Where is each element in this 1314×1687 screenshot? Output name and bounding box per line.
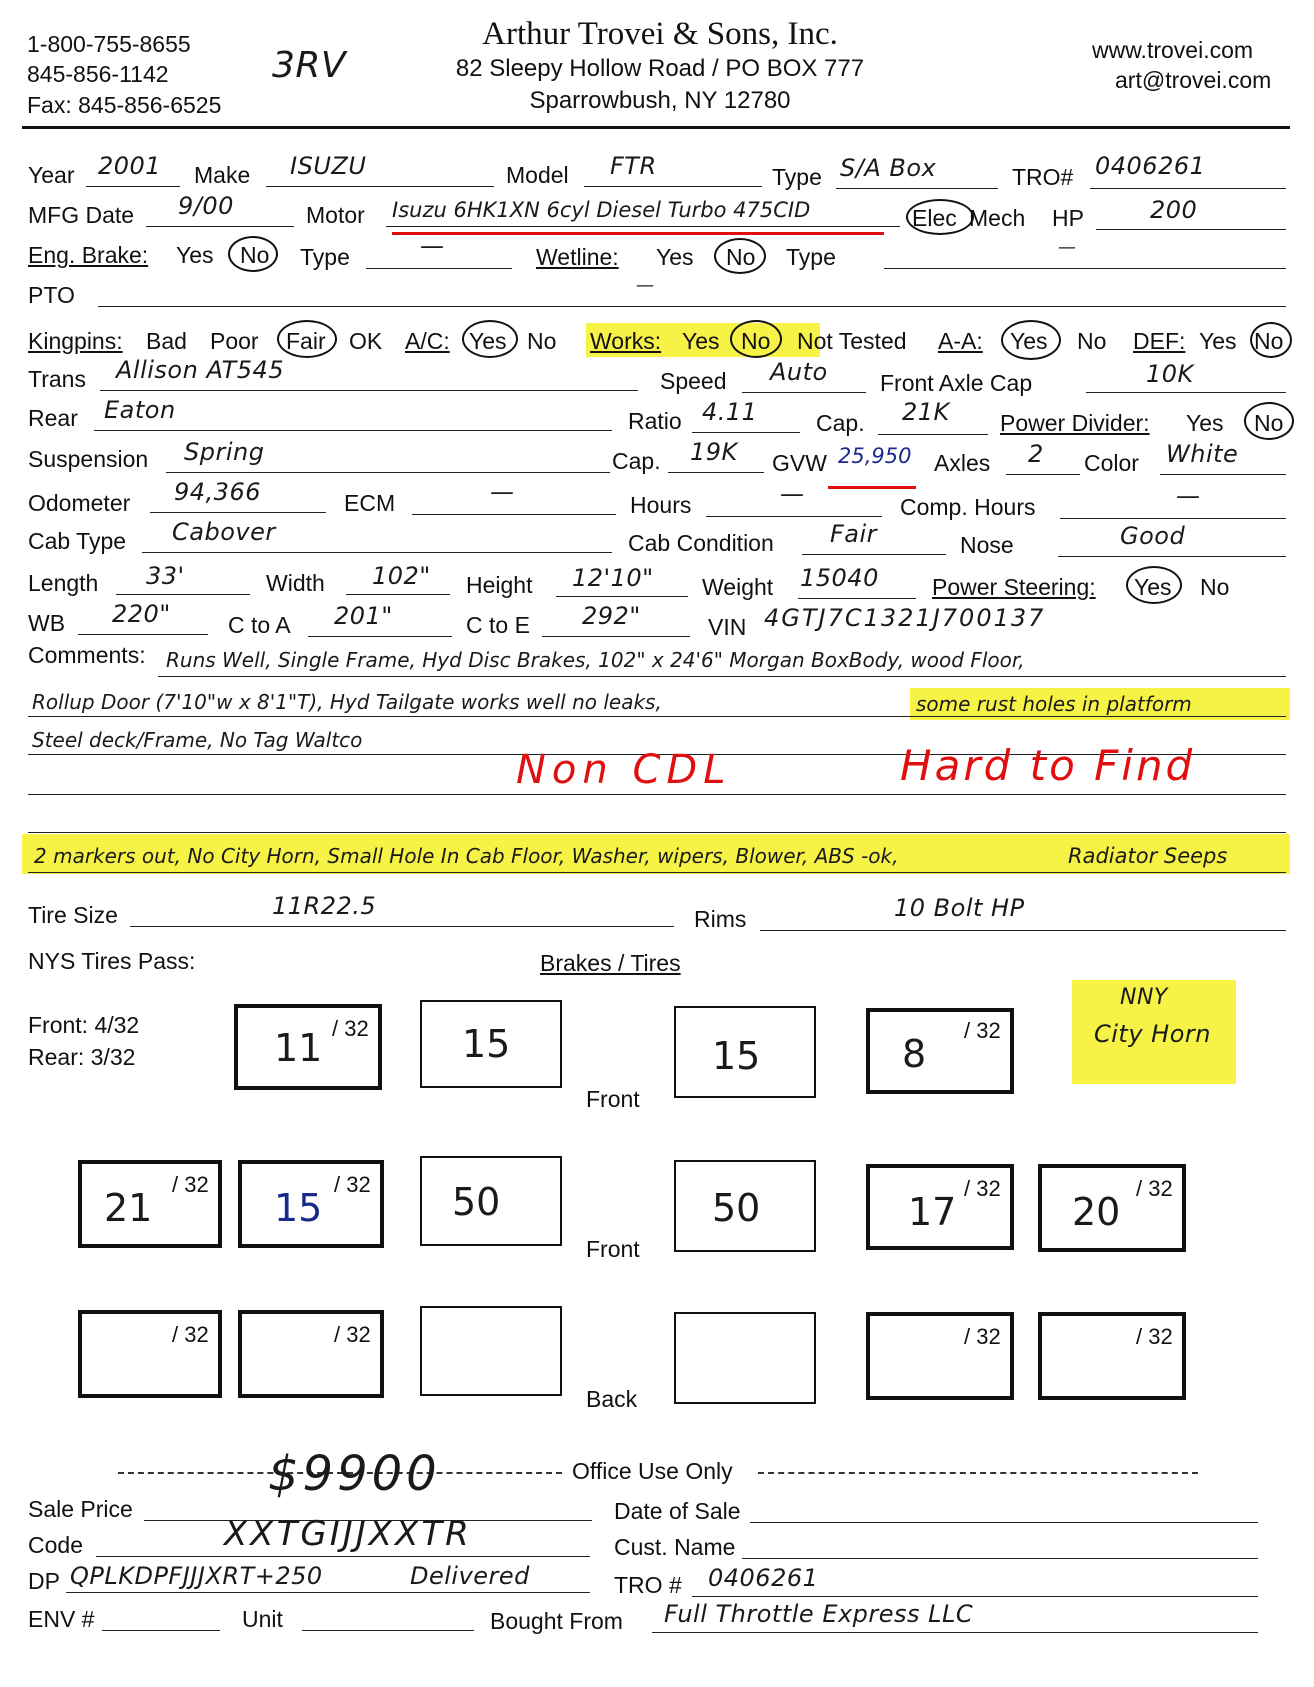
- label-cab-condition: Cab Condition: [628, 530, 774, 556]
- tire-frac-r2-1: / 32: [172, 1172, 209, 1197]
- label-hp: HP: [1052, 205, 1084, 231]
- value-length: 33': [146, 562, 185, 590]
- header-fax: Fax: 845-856-6525: [27, 92, 222, 118]
- ac-no: No: [527, 328, 557, 354]
- label-rear: Rear: [28, 405, 78, 431]
- label-front-r2: Front: [586, 1236, 640, 1262]
- label-c-to-e: C to E: [466, 612, 530, 638]
- value-pto: —: [636, 275, 655, 296]
- label-trans: Trans: [28, 366, 86, 392]
- label-speed: Speed: [660, 368, 727, 394]
- value-ecm: —: [490, 478, 515, 506]
- header-email: art@trovei.com: [1115, 67, 1272, 93]
- label-type: Type: [772, 164, 822, 190]
- motor-red-underline: [392, 232, 884, 235]
- note-nny: NNY: [1120, 985, 1168, 1010]
- header-website: www.trovei.com: [1092, 37, 1254, 63]
- label-comp-hours: Comp. Hours: [900, 494, 1036, 520]
- tire-frac-r3-1: / 32: [172, 1322, 209, 1347]
- value-color: White: [1166, 440, 1239, 468]
- tire-value-r1-1: 11: [274, 1026, 323, 1070]
- value-hours: —: [780, 480, 805, 508]
- label-color: Color: [1084, 450, 1139, 476]
- label-eng-brake-type: Type: [300, 244, 350, 270]
- value-c-to-a: 201": [334, 602, 393, 630]
- value-width: 102": [372, 562, 431, 590]
- label-vin: VIN: [708, 614, 747, 640]
- tire-frac-r3-2: / 32: [334, 1322, 371, 1347]
- value-vin: 4GTJ7C1321J700137: [764, 604, 1046, 632]
- tire-value-r2-3: 50: [452, 1180, 501, 1224]
- value-wetline-type: —: [1058, 237, 1077, 258]
- value-bought-from: Full Throttle Express LLC: [664, 1600, 974, 1628]
- company-address-2: Sparrowbush, NY 12780: [529, 87, 791, 114]
- office-dash-right: [758, 1472, 1198, 1474]
- label-bought-from: Bought From: [490, 1608, 623, 1634]
- value-axles: 2: [1028, 440, 1044, 468]
- def-no: No: [1254, 328, 1284, 354]
- label-tro: TRO#: [1012, 164, 1074, 190]
- label-ratio: Ratio: [628, 408, 682, 434]
- tire-frac-r1-1: / 32: [332, 1016, 369, 1041]
- comment-line-2a: Rollup Door (7'10"w x 8'1"T), Hyd Tailgate works well no leaks,: [32, 690, 662, 714]
- rear-tire-spec: Rear: 3/32: [28, 1044, 136, 1070]
- eng-brake-yes: Yes: [176, 242, 214, 268]
- label-mech: Mech: [969, 205, 1026, 231]
- tire-value-r1-4: 8: [902, 1032, 927, 1076]
- label-length: Length: [28, 570, 99, 596]
- value-dp-note: Delivered: [410, 1562, 530, 1590]
- company-address-1: 82 Sleepy Hollow Road / PO BOX 777: [455, 55, 865, 82]
- label-date-of-sale: Date of Sale: [614, 1498, 741, 1524]
- label-brakes-tires: Brakes / Tires: [540, 950, 681, 976]
- comment-hard-to-find: Hard to Find: [900, 741, 1196, 790]
- value-motor: Isuzu 6HK1XN 6cyl Diesel Turbo 475CID: [392, 198, 811, 222]
- wetline-no: No: [726, 244, 756, 270]
- label-weight: Weight: [702, 574, 774, 600]
- label-tire-size: Tire Size: [28, 902, 118, 928]
- value-type: S/A Box: [840, 154, 937, 182]
- label-model: Model: [506, 162, 569, 188]
- power-divider-no: No: [1254, 410, 1284, 436]
- tire-value-r2-6: 20: [1072, 1190, 1121, 1234]
- value-mfg-date: 9/00: [178, 192, 234, 220]
- header-phone-2: 845-856-1142: [27, 61, 169, 87]
- value-tro-no: 0406261: [708, 1564, 819, 1592]
- tire-box-r3-3: [420, 1306, 562, 1396]
- value-dp: QPLKDPFJJJXRT+250: [70, 1562, 323, 1590]
- works-yes: Yes: [682, 328, 720, 354]
- label-ac: A/C:: [405, 328, 450, 354]
- power-steering-yes: Yes: [1134, 574, 1172, 600]
- ac-yes: Yes: [469, 328, 507, 354]
- label-office-use-only: Office Use Only: [572, 1458, 733, 1484]
- label-eng-brake: Eng. Brake:: [28, 242, 149, 268]
- value-make: ISUZU: [290, 152, 367, 180]
- tire-frac-r3-6: / 32: [1136, 1324, 1173, 1349]
- value-susp-cap: 19K: [690, 438, 738, 466]
- label-aa: A-A:: [938, 328, 983, 354]
- label-front-r1: Front: [586, 1086, 640, 1112]
- comment-line-3: Steel deck/Frame, No Tag Waltco: [32, 728, 363, 752]
- label-axles: Axles: [934, 450, 991, 476]
- value-year: 2001: [98, 152, 162, 180]
- label-def: DEF:: [1133, 328, 1186, 354]
- tire-frac-r3-5: / 32: [964, 1324, 1001, 1349]
- label-susp-cap: Cap.: [612, 448, 661, 474]
- handwritten-code: 3RV: [272, 45, 347, 86]
- kingpins-bad: Bad: [146, 328, 187, 354]
- comment-line-5a: 2 markers out, No City Horn, Small Hole In Cab Floor, Washer, wipers, Blower, ABS -ok,: [34, 844, 899, 868]
- value-height: 12'10": [572, 564, 654, 592]
- tire-box-r3-4: [674, 1312, 816, 1404]
- value-comp-hours: —: [1176, 482, 1201, 510]
- comment-line-1: Runs Well, Single Frame, Hyd Disc Brakes, 102" x 24'6" Morgan BoxBody, wood Floor,: [166, 648, 1025, 672]
- label-pto: PTO: [28, 282, 75, 308]
- label-wetline: Wetline:: [536, 244, 619, 270]
- works-not-tested: Not Tested: [797, 328, 907, 354]
- label-env: ENV #: [28, 1606, 95, 1632]
- comment-line-2b: some rust holes in platform: [916, 692, 1192, 716]
- company-name: Arthur Trovei & Sons, Inc.: [482, 16, 838, 52]
- label-nose: Nose: [960, 532, 1014, 558]
- aa-yes: Yes: [1010, 328, 1048, 354]
- label-cab-type: Cab Type: [28, 528, 127, 554]
- value-hp: 200: [1150, 196, 1198, 224]
- value-eng-brake-type: —: [420, 232, 445, 260]
- value-code: XXTGIJJXXTR: [224, 1514, 472, 1554]
- label-wetline-type: Type: [786, 244, 836, 270]
- header-phone-1: 1-800-755-8655: [27, 31, 191, 57]
- label-rear-cap: Cap.: [816, 410, 865, 436]
- value-gvw: 25,950: [838, 444, 912, 468]
- tire-value-r1-2: 15: [462, 1022, 511, 1066]
- value-nose: Good: [1120, 522, 1186, 550]
- value-suspension: Spring: [184, 438, 265, 466]
- label-rims: Rims: [694, 906, 747, 932]
- value-cab-condition: Fair: [830, 520, 878, 548]
- label-back: Back: [586, 1386, 638, 1412]
- value-rear: Eaton: [104, 396, 176, 424]
- label-unit: Unit: [242, 1606, 283, 1632]
- header-rule: [22, 126, 1290, 129]
- label-c-to-a: C to A: [228, 612, 291, 638]
- label-code: Code: [28, 1532, 83, 1558]
- tire-frac-r2-6: / 32: [1136, 1176, 1173, 1201]
- label-nys-tires-pass: NYS Tires Pass:: [28, 948, 196, 974]
- aa-no: No: [1077, 328, 1107, 354]
- label-mfg-date: MFG Date: [28, 202, 135, 228]
- label-power-divider: Power Divider:: [1000, 410, 1150, 436]
- tire-frac-r1-4: / 32: [964, 1018, 1001, 1043]
- kingpins-fair: Fair: [286, 328, 326, 354]
- label-sale-price: Sale Price: [28, 1496, 133, 1522]
- value-rims: 10 Bolt HP: [894, 894, 1025, 922]
- value-ratio: 4.11: [702, 398, 758, 426]
- def-yes: Yes: [1199, 328, 1237, 354]
- comment-line-5b: Radiator Seeps: [1068, 844, 1228, 868]
- value-model: FTR: [610, 152, 657, 180]
- label-ecm: ECM: [344, 490, 396, 516]
- value-c-to-e: 292": [582, 602, 641, 630]
- label-make: Make: [194, 162, 251, 188]
- label-works: Works:: [590, 328, 662, 354]
- value-front-axle-cap: 10K: [1146, 360, 1194, 388]
- label-power-steering: Power Steering:: [932, 574, 1096, 600]
- label-cust-name: Cust. Name: [614, 1534, 736, 1560]
- label-height: Height: [466, 572, 533, 598]
- label-elec: Elec: [912, 205, 957, 231]
- label-gvw: GVW: [772, 450, 827, 476]
- kingpins-ok: OK: [349, 328, 383, 354]
- tire-frac-r2-2: / 32: [334, 1172, 371, 1197]
- label-year: Year: [28, 162, 75, 188]
- tire-value-r2-4: 50: [712, 1186, 761, 1230]
- value-tro: 0406261: [1095, 152, 1206, 180]
- works-no: No: [741, 328, 771, 354]
- value-rear-cap: 21K: [902, 398, 950, 426]
- label-tro-no: TRO #: [614, 1572, 682, 1598]
- wetline-yes: Yes: [656, 244, 694, 270]
- note-city-horn: City Horn: [1094, 1020, 1211, 1048]
- value-weight: 15040: [800, 564, 879, 592]
- label-motor: Motor: [306, 202, 365, 228]
- value-speed: Auto: [770, 358, 828, 386]
- label-width: Width: [266, 570, 325, 596]
- eng-brake-no: No: [240, 242, 270, 268]
- label-dp: DP: [28, 1568, 60, 1594]
- value-odometer: 94,366: [174, 478, 261, 506]
- value-sale-price: $9900: [268, 1446, 441, 1502]
- tire-value-r2-5: 17: [908, 1190, 957, 1234]
- tire-frac-r2-5: / 32: [964, 1176, 1001, 1201]
- label-comments: Comments:: [28, 642, 146, 668]
- label-kingpins: Kingpins:: [28, 328, 123, 354]
- tire-value-r2-2: 15: [274, 1186, 323, 1230]
- power-steering-no: No: [1200, 574, 1230, 600]
- value-cab-type: Cabover: [172, 518, 276, 546]
- front-tire-spec: Front: 4/32: [28, 1012, 140, 1038]
- power-divider-yes: Yes: [1186, 410, 1224, 436]
- value-trans: Allison AT545: [116, 356, 285, 384]
- label-suspension: Suspension: [28, 446, 149, 472]
- label-front-axle-cap: Front Axle Cap: [880, 370, 1033, 396]
- label-odometer: Odometer: [28, 490, 131, 516]
- tire-value-r1-3: 15: [712, 1034, 761, 1078]
- tire-value-r2-1: 21: [104, 1186, 153, 1230]
- comment-non-cdl: Non CDL: [516, 747, 732, 793]
- kingpins-poor: Poor: [210, 328, 259, 354]
- label-wb: WB: [28, 610, 66, 636]
- label-hours: Hours: [630, 492, 692, 518]
- gvw-red-underline: [828, 486, 916, 489]
- value-wb: 220": [112, 600, 171, 628]
- value-tire-size: 11R22.5: [272, 892, 377, 920]
